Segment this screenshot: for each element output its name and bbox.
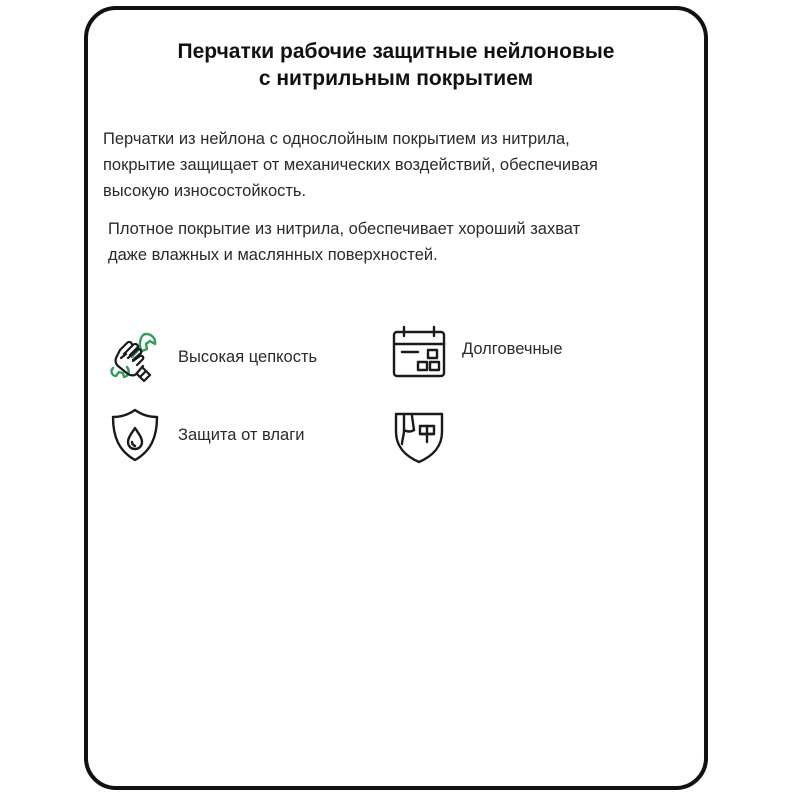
description-paragraph-2 [108, 216, 688, 268]
paragraph-line: высокую износостойкость. [103, 182, 307, 200]
paragraph-line: покрытие защищает от механических воздействий, обеспечивая [103, 156, 598, 174]
page-title [88, 38, 704, 92]
feature-label: Защита от влаги [178, 425, 305, 444]
paragraph-line: Плотное покрытие из нитрила, обеспечивает хороший захват [108, 220, 581, 238]
feature-high-grip [106, 328, 317, 386]
paragraph-line: Перчатки из нейлона с однослойным покрытием из нитрила, [103, 130, 570, 148]
title-line-2: с нитрильным покрытием [258, 67, 534, 90]
calendar-icon [390, 322, 448, 380]
water-shield-icon [106, 406, 164, 464]
feature-label: Долговечные [462, 340, 563, 358]
feature-label: Высокая цепкость [178, 347, 318, 366]
glove-wrench-icon [106, 328, 164, 386]
mechanical-protection-shield-icon [390, 406, 448, 464]
description-paragraph-1 [103, 126, 683, 204]
feature-mechanical-protection [390, 406, 462, 464]
feature-durable [390, 322, 563, 380]
paragraph-line: даже влажных и маслянных поверхностей. [108, 246, 438, 264]
info-card [84, 6, 708, 790]
title-line-1: Перчатки рабочие защитные нейлоновые [177, 40, 615, 63]
feature-moisture-protection [106, 406, 304, 464]
